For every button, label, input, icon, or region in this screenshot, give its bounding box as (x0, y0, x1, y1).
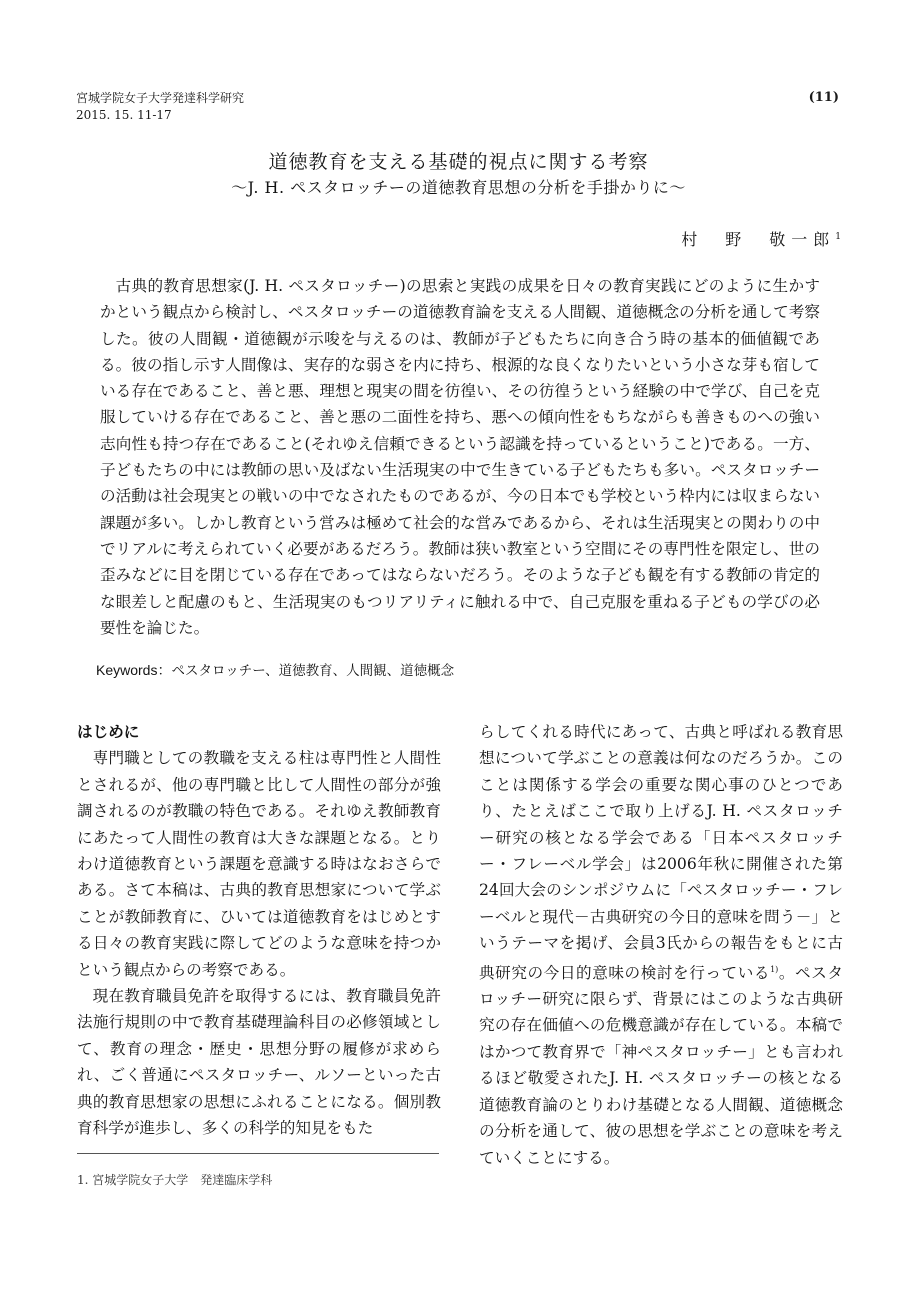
author-affiliation-mark: 1 (835, 232, 841, 242)
body-column-left (77, 719, 441, 1142)
keywords-terms: ペスタロッチー、道徳教育、人間観、道徳概念 (171, 663, 455, 679)
journal-citation: 2015. 15. 11-17 (76, 108, 172, 122)
author-name: 村 野 敬一郎 (681, 230, 836, 249)
article-subtitle: 〜J. H. ペスタロッチーの道徳教育思想の分析を手掛かりに〜 (231, 178, 686, 197)
body-paragraph: 現在教育職員免許を取得するには、教育職員免許法施行規則の中で教育基礎理論科目の必修領域として、教育の理念・歴史・思想分野の履修が求められ、ごく普通にペスタロッチー、ルソーといった古典的教育思想家の思想にふれることになる。個別教育科学が進歩し、多くの科学的知見をもた (77, 987, 441, 1138)
keywords-label: Keywords： (96, 662, 172, 678)
footnote: 1. 宮城学院女子大学 発達臨床学科 (77, 1173, 273, 1187)
keywords (96, 659, 454, 680)
reference-mark: 1) (770, 964, 779, 974)
page-number: (11) (808, 90, 839, 105)
body-paragraph (479, 719, 843, 1171)
body-column-right (479, 719, 843, 1171)
abstract: 古典的教育思想家(J. H. ペスタロッチー)の思索と実践の成果を日々の教育実践にどのように生かすかという観点から検討し、ペスタロッチーの道徳教育論を支える人間観、道徳概念の分析を通して考察した。彼の人間観・道徳観が示唆を与えるのは、教師が子どもたちに向き合う時の基本的価値観である。彼の指し示す人間像は、実存的な弱さを内に持ち、根源的な良くなりたいという小さな芽も宿している存在であること、善と悪、理想と現実の間を彷徨い、その彷徨うという経験の中で学び、自己を克服していける存在であること、善と悪の二面性を持ち、悪への傾向性をもちながらも善きものへの強い志向性も持つ存在であること(それゆえ信頼できるという認識を持っているということ)である。一方、子どもたちの中には教師の思い及ばない生活現実の中で生きている子どもたちも多い。ペスタロッチーの活動は社会現実との戦いの中でなされたものであるが、今の日本でも学校という枠内には収まらない課題が多い。しかし教育という営みは極めて社会的な営みであるから、それは生活現実との関わりの中でリアルに考えられていく必要があるだろう。教師は狭い教室という空間にその専門性を限定し、世の歪みなどに目を閉じている存在であってはならないだろう。そのような子ども観を有する教師の肯定的な眼差しと配慮のもと、生活現実のもつリアリティに触れる中で、自己克服を重ねる子どもの学びの必要性を論じた。 (100, 277, 820, 637)
journal-header (76, 90, 244, 124)
body-paragraph: 専門職としての教職を支える柱は専門性と人間性とされるが、他の専門職と比して人間性の部分が強調されるのが教職の特色である。それゆえ教師教育にあたって人間性の教育は大きな課題となる。とりわけ道徳教育という課題を意識する時はなおさらである。さて本稿は、古典的教育思想家について学ぶことが教師教育に、ひいては道徳教育をはじめとする日々の教育実践に際してどのような意味を持つかという観点からの考察である。 (77, 749, 441, 979)
journal-name: 宮城学院女子大学発達科学研究 (76, 91, 245, 105)
body-text: らしてくれる時代にあって、古典と呼ばれる教育思想について学ぶことの意義は何なのだろうか。このことは関係する学会の重要な関心事のひとつであり、たとえばここで取り上げるJ. H. ペスタロッチー研究の核となる学会である「日本ペスタロッチー・フレーベル学会」は2006年秋に開催された第24回大会のシンポジウムに「ペスタロッチー・フレーベルと現代－古典研究の今日的意味を問う－」というテーマを掲げ、会員3氏からの報告をもとに古典研究の今日的意味の検討を行っている (479, 723, 843, 982)
footnote-divider (77, 1153, 439, 1154)
body-text: 。ペスタロッチー研究に限らず、背景にはこのような古典研究の存在価値への危機意識が存在している。本稿ではかつて教育界で「神ペスタロッチー」とも言われるほど敬愛されたJ. H. ペスタロッチーの核となる道徳教育論のとりわけ基礎となる人間観、道徳概念の分析を通して、彼の思想を学ぶことの意味を考えていくことにする。 (479, 963, 843, 1167)
section-heading: はじめに (77, 722, 140, 741)
author (681, 227, 841, 250)
article-title: 道徳教育を支える基礎的視点に関する考察 (268, 151, 649, 173)
